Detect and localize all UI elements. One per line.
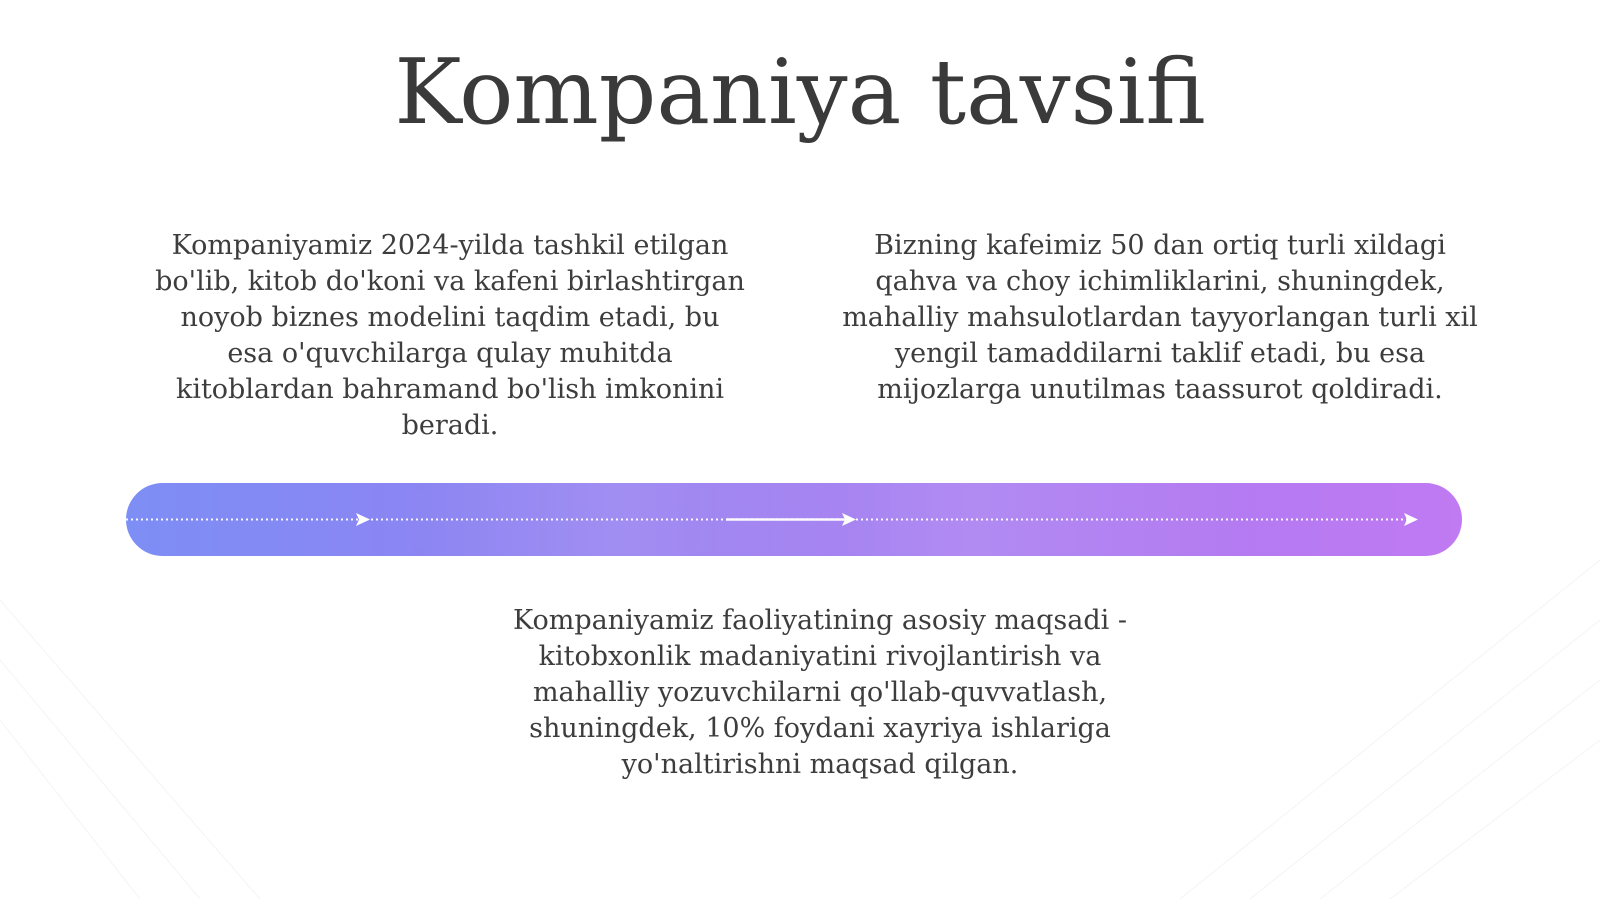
paragraph-cafe-offerings: Bizning kafeimiz 50 dan ortiq turli xildagi qahva va choy ichimliklarini, shuningdek, mahalliy mahsulotlardan tayyorlangan turli xil yengil tamaddilarni taklif etadi, bu esa mijozlarga unutilmas taassurot qoldiradi.	[842, 230, 1478, 405]
page-title: Kompaniya tavsifi	[394, 40, 1206, 145]
paragraph-company-goal: Kompaniyamiz faoliyatining asosiy maqsadi - kitobxonlik madaniyatini rivojlantirish va mahalliy yozuvchilarni qo'llab-quvvatlash, shuningdek, 10% foydani xayriya ishlariga yo'naltirishni maqsad qilgan.	[513, 605, 1127, 780]
timeline-bar	[126, 483, 1462, 556]
paragraph-company-founding: Kompaniyamiz 2024-yilda tashkil etilgan bo'lib, kitob do'koni va kafeni birlashtirgan noyob biznes modelini taqdim etadi, bu esa o'quvchilarga qulay muhitda kitoblardan bahramand bo'lish imkonini beradi.	[155, 230, 745, 441]
